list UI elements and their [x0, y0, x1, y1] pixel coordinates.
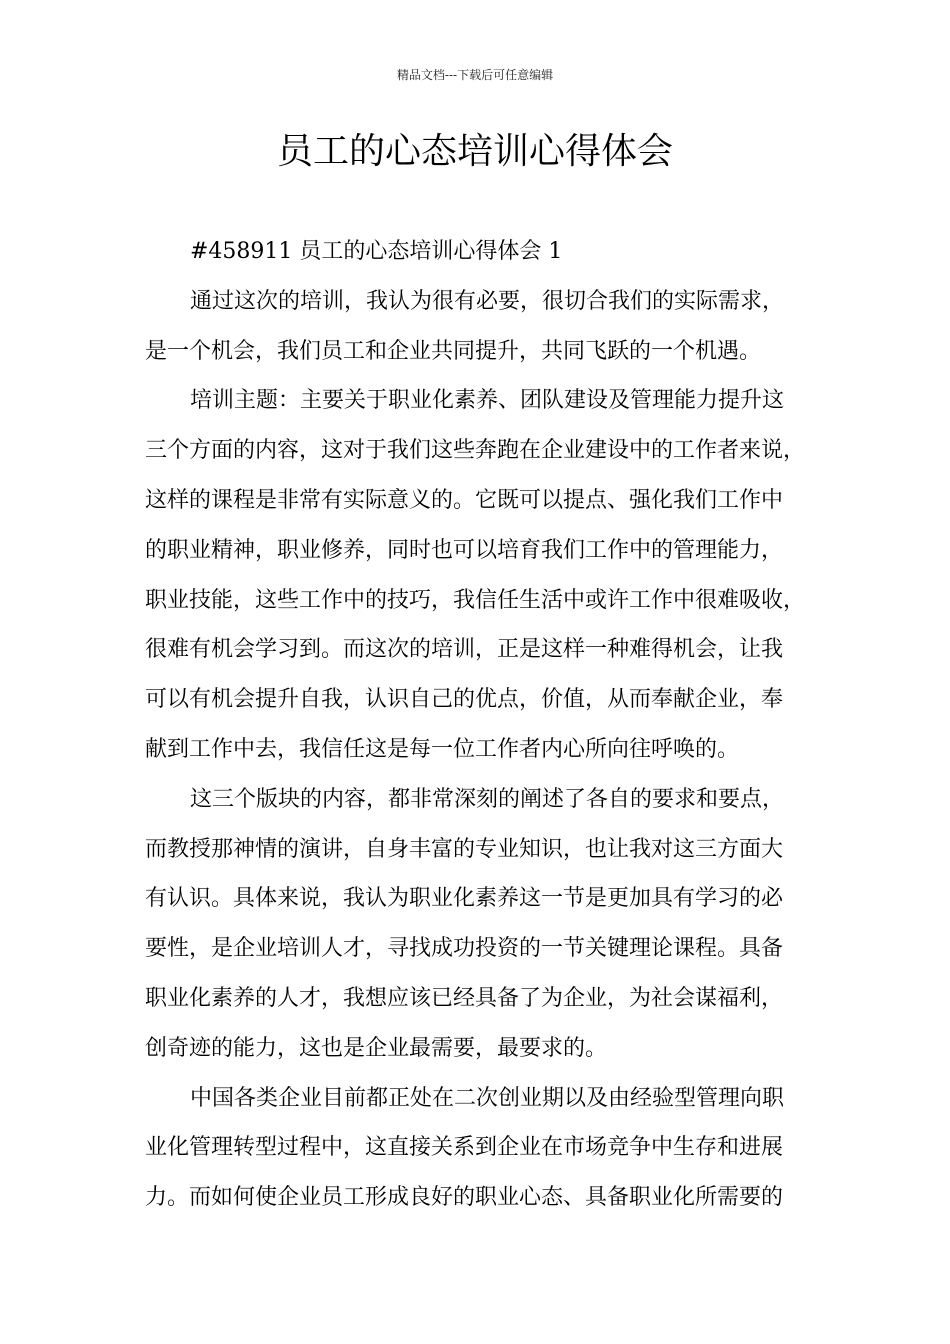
document-title: 员工的心态培训心得体会 — [276, 131, 673, 172]
body-line: 有认识。具体来说，我认为职业化素养这一节是更加具有学习的必 — [145, 886, 784, 912]
body-line: 业化管理转型过程中，这直接关系到企业在市场竞争中生存和进展 — [145, 1135, 784, 1161]
body-line: 这三个版块的内容，都非常深刻的阐述了各自的要求和要点， — [190, 786, 785, 812]
body-line: 力。而如何使企业员工形成良好的职业心态、具备职业化所需要的 — [145, 1185, 784, 1211]
body-line: 的职业精神，职业修养，同时也可以培育我们工作中的管理能力， — [145, 537, 784, 563]
body-line: #458911 员工的心态培训心得体会 1 — [190, 239, 563, 264]
body-line: 中国各类企业目前都正处在二次创业期以及由经验型管理向职 — [190, 1085, 785, 1111]
body-line: 创奇迹的能力，这也是企业最需要，最要求的。 — [145, 1035, 608, 1061]
body-line: 三个方面的内容，这对于我们这些奔跑在企业建设中的工作者来说， — [145, 438, 806, 464]
body-line: 要性，是企业培训人才，寻找成功投资的一节关键理论课程。具备 — [145, 936, 784, 962]
body-line: 很难有机会学习到。而这次的培训，正是这样一种难得机会，让我 — [145, 637, 784, 663]
body-line: 是一个机会，我们员工和企业共同提升，共同飞跃的一个机遇。 — [145, 338, 762, 364]
body-line: 这样的课程是非常有实际意义的。它既可以提点、强化我们工作中 — [145, 487, 784, 513]
body-line: 职业化素养的人才，我想应该已经具备了为企业，为社会谋福利， — [145, 985, 784, 1011]
header-note: 精品文档---下载后可任意编辑 — [396, 68, 554, 82]
document-body — [145, 227, 835, 1223]
body-line: 职业技能，这些工作中的技巧，我信任生活中或许工作中很难吸收， — [145, 587, 806, 613]
body-line: 可以有机会提升自我，认识自己的优点，价值，从而奉献企业，奉 — [145, 687, 784, 713]
body-line: 而教授那神情的演讲，自身丰富的专业知识，也让我对这三方面大 — [145, 836, 784, 862]
body-line: 培训主题：主要关于职业化素养、团队建设及管理能力提升这 — [190, 388, 785, 414]
body-line: 通过这次的培训，我认为很有必要，很切合我们的实际需求， — [190, 288, 785, 314]
body-line: 献到工作中去，我信任这是每一位工作者内心所向往呼唤的。 — [145, 736, 740, 762]
